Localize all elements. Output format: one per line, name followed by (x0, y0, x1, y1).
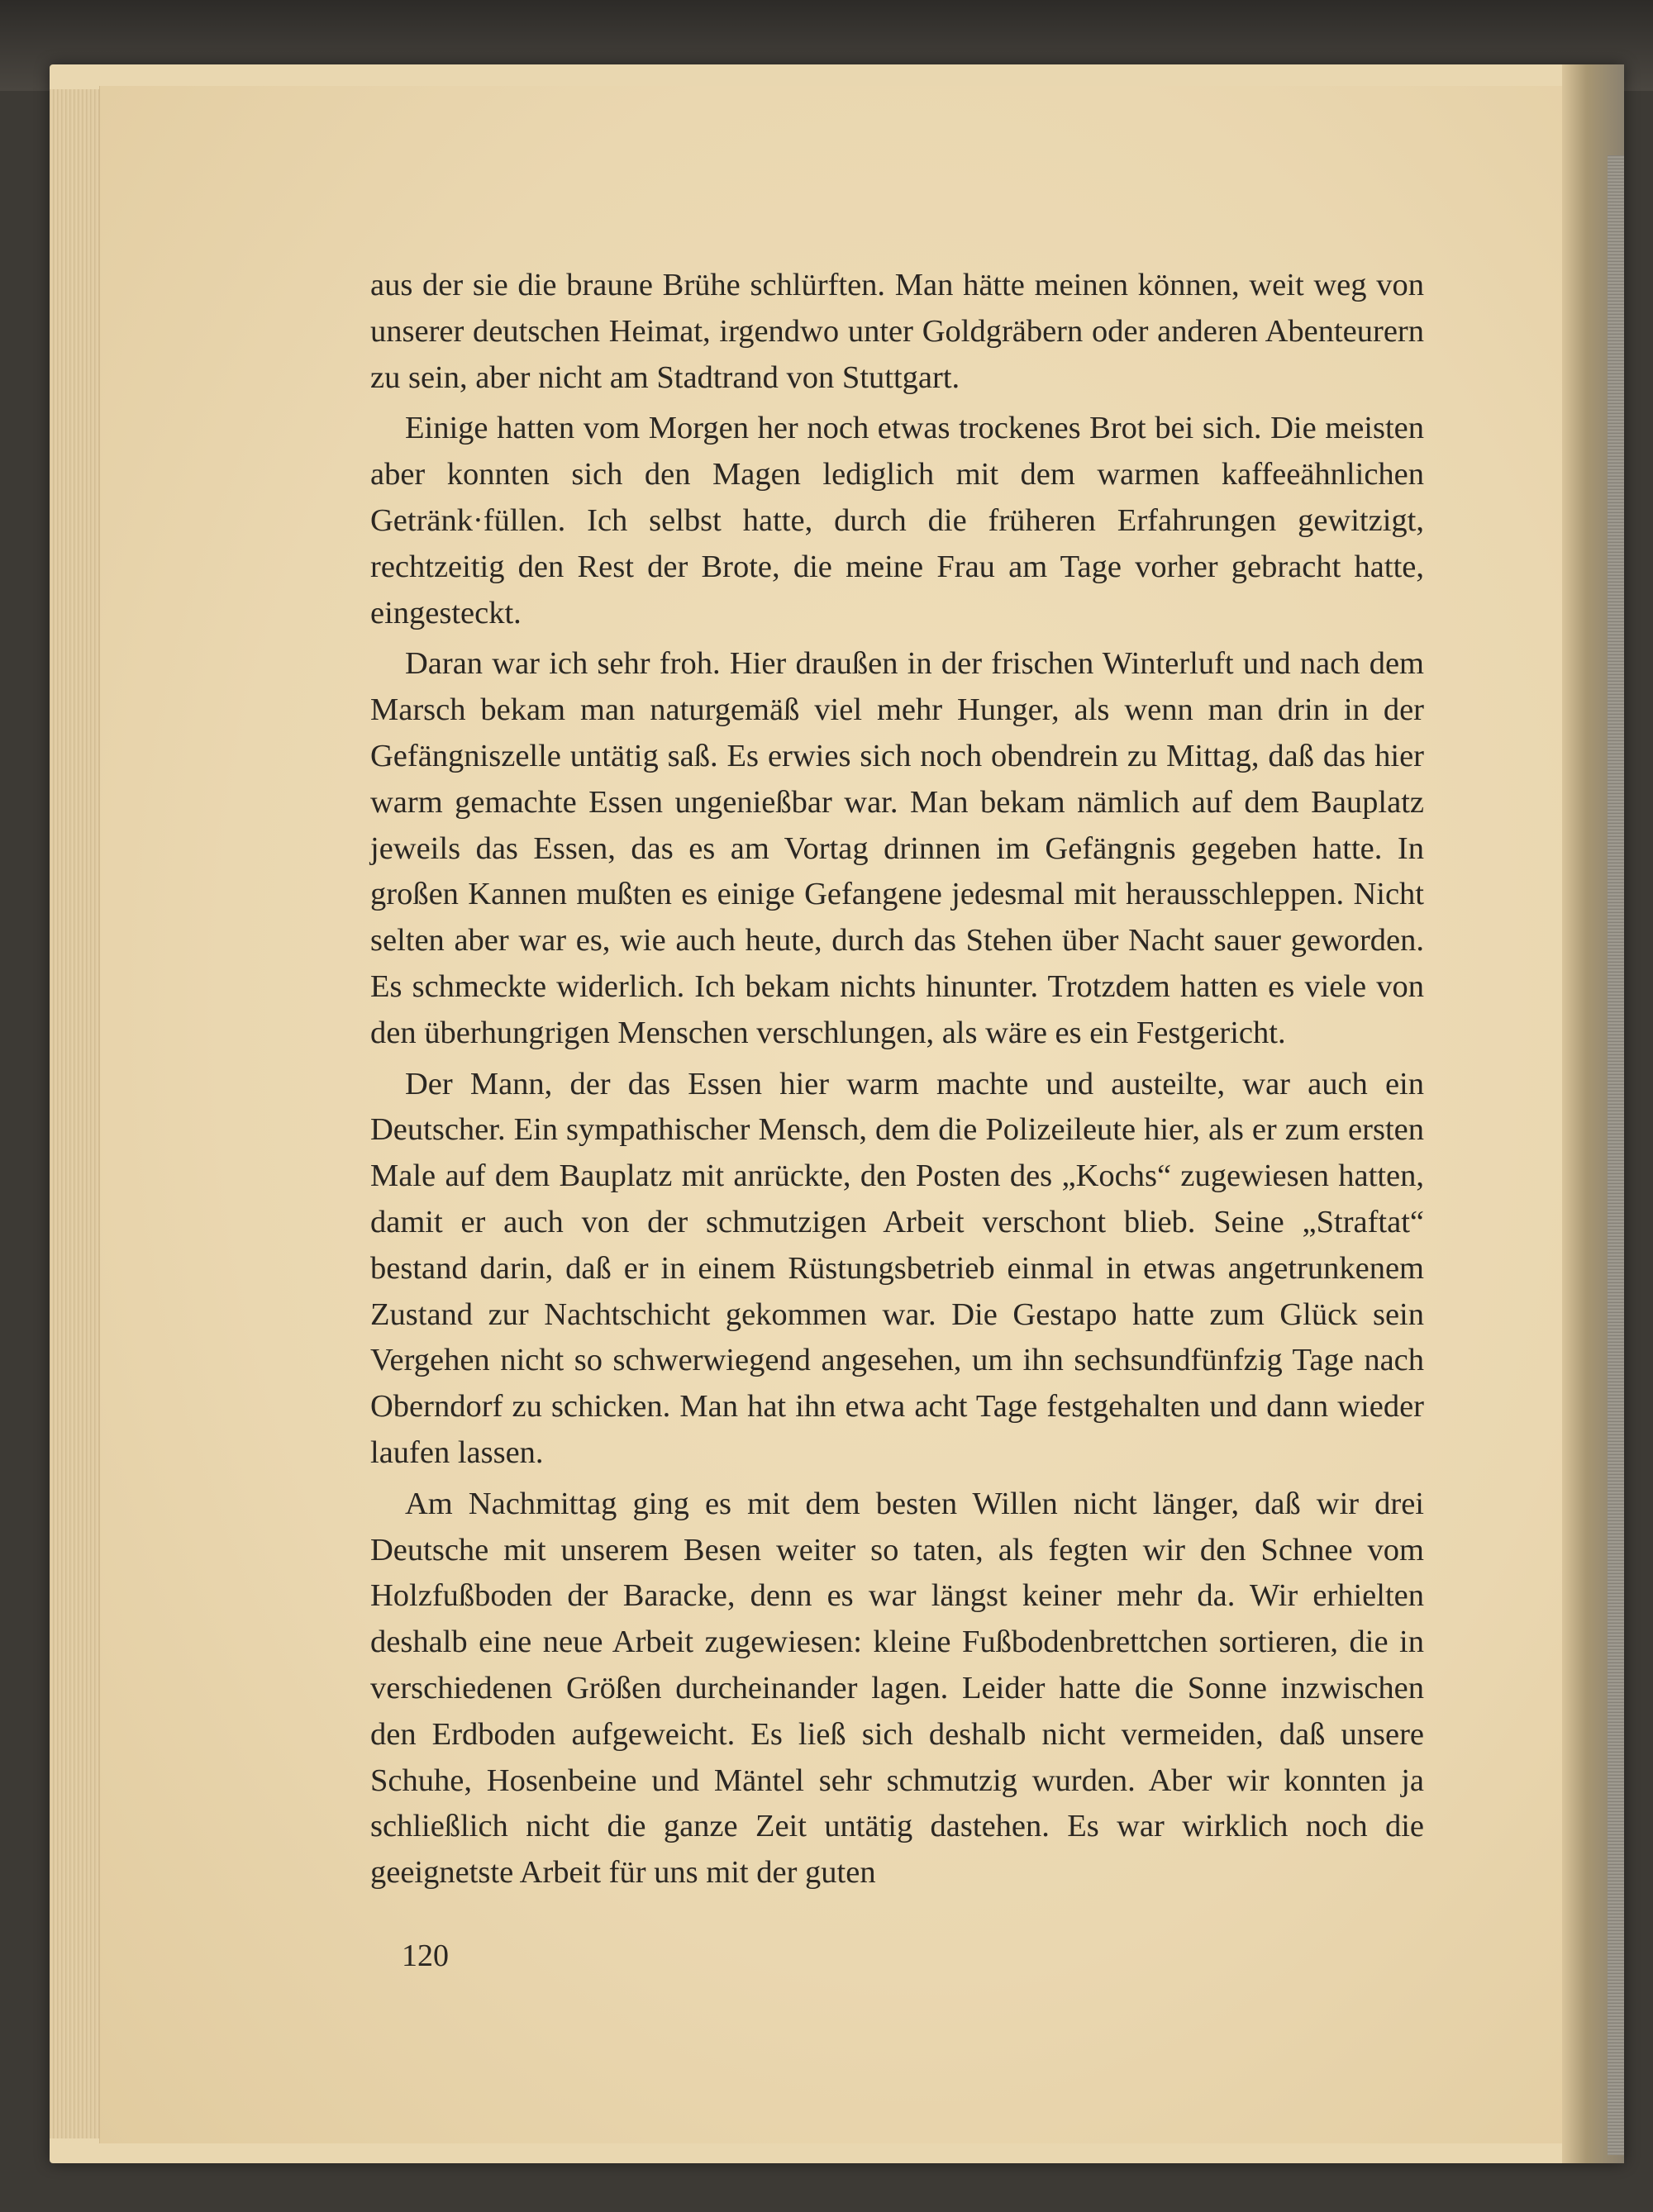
paragraph: Einige hatten vom Morgen her noch etwas trockenes Brot bei sich. Die meisten aber konnten sich den Magen lediglich mit dem warmen kaffeeähnlichen Getränk·füllen. Ich selbst hatte, durch die früheren Erfahrungen gewitzigt, rechtzeitig den Rest der Brote, die meine Frau am Tage vorher gebracht hatte, eingesteckt. (370, 411, 1424, 630)
paragraph: Daran war ich sehr froh. Hier draußen in der frischen Winterluft und nach dem Marsch bekam man naturgemäß viel mehr Hunger, als wenn man drin in der Gefängniszelle untätig saß. Es erwies sich noch obendrein zu Mittag, daß das hier warm gemachte Essen ungenießbar war. Man bekam nämlich auf dem Bauplatz jeweils das Essen, das es am Vortag drinnen im Gefängnis gegeben hatte. In großen Kannen mußten es einige Gefangene jedesmal mit herausschleppen. Nicht selten aber war es, wie auch heute, durch das Stehen über Nacht sauer geworden. Es schmeckte widerlich. Ich bekam nichts hinunter. Trotzdem hatten es viele von den überhungrigen Menschen verschlungen, als wäre es ein Festgericht. (370, 646, 1424, 1050)
page-text (370, 263, 1424, 1896)
paragraph: Am Nachmittag ging es mit dem besten Willen nicht länger, daß wir drei Deutsche mit unserem Besen weiter so taten, als fegten wir den Schnee vom Holzfußboden der Baracke, denn es war längst keiner mehr da. Wir erhielten deshalb eine neue Arbeit zugewiesen: kleine Fußbodenbrettchen sortieren, die in verschiedenen Größen durcheinander lagen. Leider hatte die Sonne inzwischen den Erdboden aufgeweicht. Es ließ sich deshalb nicht vermeiden, daß unsere Schuhe, Hosenbeine und Mäntel sehr schmutzig wurden. Aber wir konnten ja schließlich nicht die ganze Zeit untätig dastehen. Es war wirklich noch die geeignetste Arbeit für uns mit der guten (370, 1486, 1424, 1891)
page-edges (50, 89, 100, 2138)
book-spine (1608, 155, 1624, 2155)
page-number: 120 (402, 1938, 449, 1973)
paragraph: aus der sie die braune Brühe schlürften. Man hätte meinen können, weit weg von unserer deutschen Heimat, irgendwo unter Goldgräbern oder anderen Abenteurern zu sein, aber nicht am Stadtrand von Stuttgart. (370, 268, 1424, 395)
paragraph: Der Mann, der das Essen hier warm machte und austeilte, war auch ein Deutscher. Ein sympathischer Mensch, dem die Polizeileute hier, als er zum ersten Male auf dem Bauplatz mit anrückte, den Posten des „Kochs“ zugewiesen hatten, damit er auch von der schmutzigen Arbeit verschont blieb. Seine „Straftat“ bestand darin, daß er in einem Rüstungsbetrieb einmal in etwas angetrunkenem Zustand zur Nachtschicht gekommen war. Die Gestapo hatte zum Glück sein Vergehen nicht so schwerwiegend angesehen, um ihn sechsundfünfzig Tage nach Oberndorf zu schicken. Man hat ihn etwa acht Tage festgehalten und dann wieder laufen lassen. (370, 1066, 1424, 1470)
